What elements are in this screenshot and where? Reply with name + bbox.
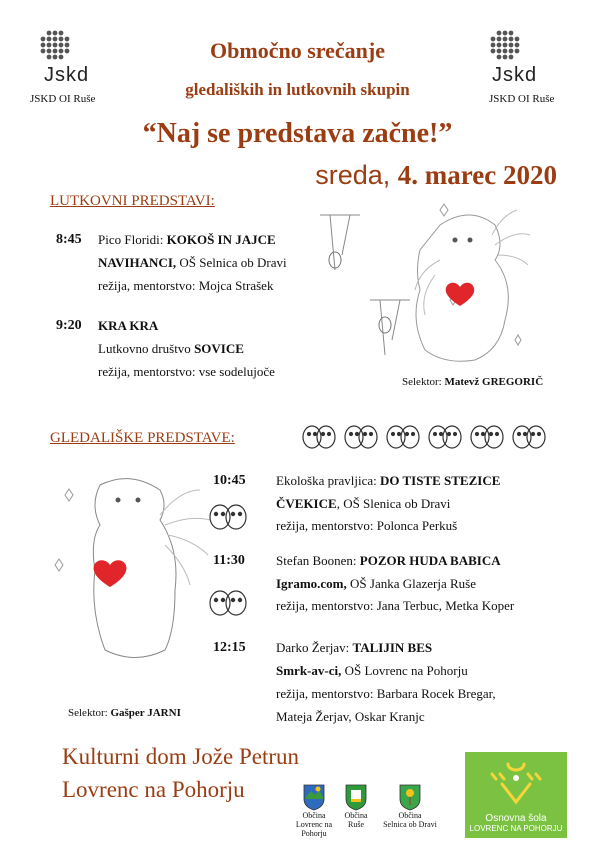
school-name: Osnovna šola LOVRENC NA POHORJU bbox=[469, 813, 563, 833]
show-title-line: Ekološka pravljica: DO TISTE STEZICE bbox=[276, 473, 501, 488]
show-director-line: režija, mentorstvo: Jana Terbuc, Metka Koper bbox=[276, 598, 515, 613]
coat-of-arms-icon bbox=[344, 783, 368, 811]
venue-line-2: Lovrenc na Pohorju bbox=[62, 777, 245, 802]
show-group-line: Lutkovno društvo SOVICE bbox=[98, 341, 244, 356]
puppet-selector: Selektor: Matevž GREGORIČ bbox=[402, 376, 544, 388]
theatre-mask-icon bbox=[206, 588, 252, 618]
show-director-line: režija, mentorstvo: Barbara Rocek Bregar, bbox=[276, 686, 496, 701]
jskd-caption: JSKD OI Ruše bbox=[30, 93, 96, 105]
show-time: 12:15 bbox=[213, 640, 246, 655]
show-director-line: režija, mentorstvo: vse sodelujoče bbox=[98, 364, 275, 379]
theatre-selector: Selektor: Gašper JARNI bbox=[68, 707, 181, 719]
heart-icon bbox=[446, 283, 474, 306]
municipality-ruse: Občina Ruše bbox=[340, 783, 372, 829]
date-day: sreda, bbox=[315, 160, 391, 190]
theatre-section-heading: GLEDALIŠKE PREDSTAVE: bbox=[50, 430, 235, 446]
theatre-mask-icon bbox=[206, 502, 252, 532]
theatre-mask-icon bbox=[303, 426, 335, 448]
municipality-lovrenc: Občina Lovrenc na Pohorju bbox=[286, 783, 342, 838]
event-title: Območno srečanje bbox=[210, 38, 385, 63]
theatre-masks-row bbox=[300, 422, 550, 452]
show-group-line: Igramo.com, OŠ Janka Glazerja Ruše bbox=[276, 576, 477, 591]
school-emblem-icon bbox=[486, 756, 546, 808]
event-date bbox=[315, 160, 557, 191]
coat-of-arms-icon bbox=[302, 783, 326, 811]
jskd-wordmark: Jskd bbox=[492, 64, 538, 86]
venue-line-1: Kulturni dom Jože Petrun bbox=[62, 744, 299, 769]
date-value: 4. marec 2020 bbox=[397, 160, 557, 190]
jskd-wordmark: Jskd bbox=[44, 64, 90, 86]
show-time: 8:45 bbox=[56, 232, 82, 247]
show-director-line: Mateja Žerjav, Oskar Kranjc bbox=[276, 709, 425, 724]
puppet-section-heading: LUTKOVNI PREDSTAVI: bbox=[50, 193, 215, 209]
municipality-selnica: Občina Selnica ob Dravi bbox=[382, 783, 438, 829]
show-group-line: Smrk-av-ci, OŠ Lovrenc na Pohorju bbox=[276, 663, 468, 678]
show-director-line: režija, mentorstvo: Mojca Strašek bbox=[98, 278, 274, 293]
coat-of-arms-icon bbox=[398, 783, 422, 811]
school-logo bbox=[465, 752, 567, 838]
event-subtitle: gledaliških in lutkovnih skupin bbox=[185, 80, 410, 99]
show-time: 10:45 bbox=[213, 473, 246, 488]
jskd-caption: JSKD OI Ruše bbox=[489, 93, 555, 105]
show-title-line: Pico Floridi: KOKOŠ IN JAJCE bbox=[98, 232, 276, 247]
heart-icon bbox=[94, 560, 127, 587]
show-title-line: KRA KRA bbox=[98, 318, 159, 333]
show-time: 9:20 bbox=[56, 318, 82, 333]
show-group-line: ČVEKICE, OŠ Slenica ob Dravi bbox=[276, 496, 451, 511]
puppet-illustration bbox=[310, 200, 540, 380]
venue bbox=[62, 740, 299, 806]
show-title-line: Darko Žerjav: TALIJIN BES bbox=[276, 640, 433, 655]
show-director-line: režija, mentorstvo: Polonca Perkuš bbox=[276, 518, 458, 533]
event-slogan: “Naj se predstava začne!” bbox=[142, 118, 453, 149]
show-title-line: Stefan Boonen: POZOR HUDA BABICA bbox=[276, 553, 501, 568]
show-group-line: NAVIHANCI, OŠ Selnica ob Dravi bbox=[98, 255, 287, 270]
show-time: 11:30 bbox=[213, 553, 245, 568]
